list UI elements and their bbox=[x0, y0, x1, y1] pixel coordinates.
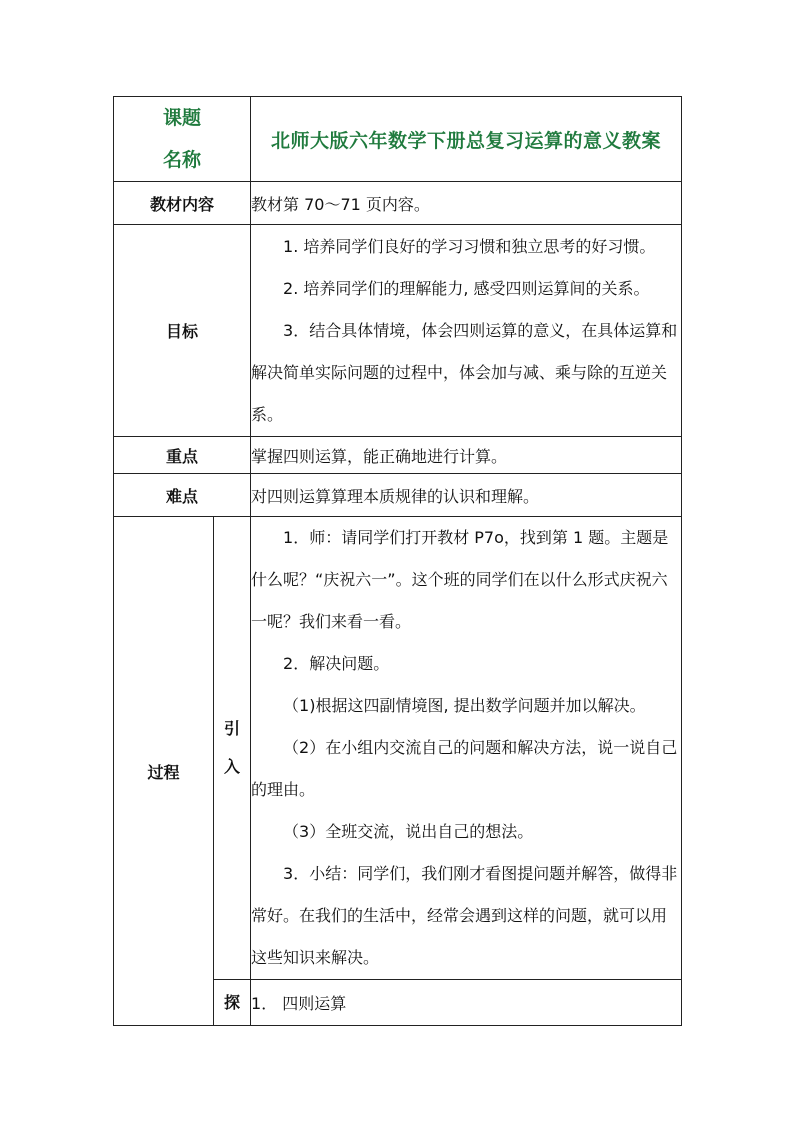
lesson-title: 北师大版六年数学下册总复习运算的意义教案 bbox=[251, 97, 682, 182]
intro-paragraph: （2）在小组内交流自己的问题和解决方法，说一说自己的理由。 bbox=[251, 738, 678, 799]
title-label-line-1: 课题 bbox=[163, 107, 202, 129]
explore-label: 探 bbox=[214, 980, 251, 1026]
goals-label: 目标 bbox=[114, 225, 251, 437]
lesson-plan-table bbox=[113, 96, 682, 1026]
difficulty-label: 难点 bbox=[114, 474, 251, 517]
goal-item: 3．结合具体情境，体会四则运算的意义，在具体运算和解决简单实际问题的过程中，体会加与减、乘与除的互逆关系。 bbox=[251, 320, 678, 424]
intro-label-char-1: 引 bbox=[224, 719, 241, 738]
title-label-line-2: 名称 bbox=[163, 149, 202, 171]
intro-label-char-2: 入 bbox=[224, 757, 241, 776]
difficulty-text: 对四则运算算理本质规律的认识和理解。 bbox=[251, 474, 682, 517]
title-row bbox=[114, 97, 682, 182]
material-label: 教材内容 bbox=[114, 182, 251, 225]
material-text: 教材第 70～71 页内容。 bbox=[251, 182, 682, 225]
difficulty-row bbox=[114, 474, 682, 517]
key-point-label: 重点 bbox=[114, 437, 251, 474]
material-row bbox=[114, 182, 682, 225]
intro-paragraph: 3．小结：同学们，我们刚才看图提问题并解答，做得非常好。在我们的生活中，经常会遇到这样的问题，就可以用这些知识来解决。 bbox=[251, 864, 678, 967]
intro-paragraph: 2．解决问题。 bbox=[283, 654, 390, 673]
intro-content bbox=[251, 517, 682, 980]
goal-item: 2. 培养同学们的理解能力, 感受四则运算间的关系。 bbox=[283, 278, 650, 298]
intro-paragraph: （1)根据这四副情境图, 提出数学问题并加以解决。 bbox=[283, 696, 646, 715]
intro-paragraph: （3）全班交流，说出自己的想法。 bbox=[283, 822, 534, 841]
process-label: 过程 bbox=[114, 517, 214, 1026]
intro-label bbox=[214, 517, 251, 980]
key-point-row bbox=[114, 437, 682, 474]
goals-row bbox=[114, 225, 682, 437]
key-point-text: 掌握四则运算，能正确地进行计算。 bbox=[251, 437, 682, 474]
goals-content bbox=[251, 225, 682, 437]
explore-text: 1． 四则运算 bbox=[251, 980, 682, 1026]
intro-paragraph: 1．师：请同学们打开教材 P7o，找到第 1 题。主题是什么呢？“庆祝六一”。这个班的同学们在以什么形式庆祝六一呢？我们来看一看。 bbox=[251, 528, 669, 631]
process-intro-row bbox=[114, 517, 682, 980]
goal-item: 1. 培养同学们良好的学习习惯和独立思考的好习惯。 bbox=[283, 236, 656, 256]
title-label-cell bbox=[114, 97, 251, 182]
